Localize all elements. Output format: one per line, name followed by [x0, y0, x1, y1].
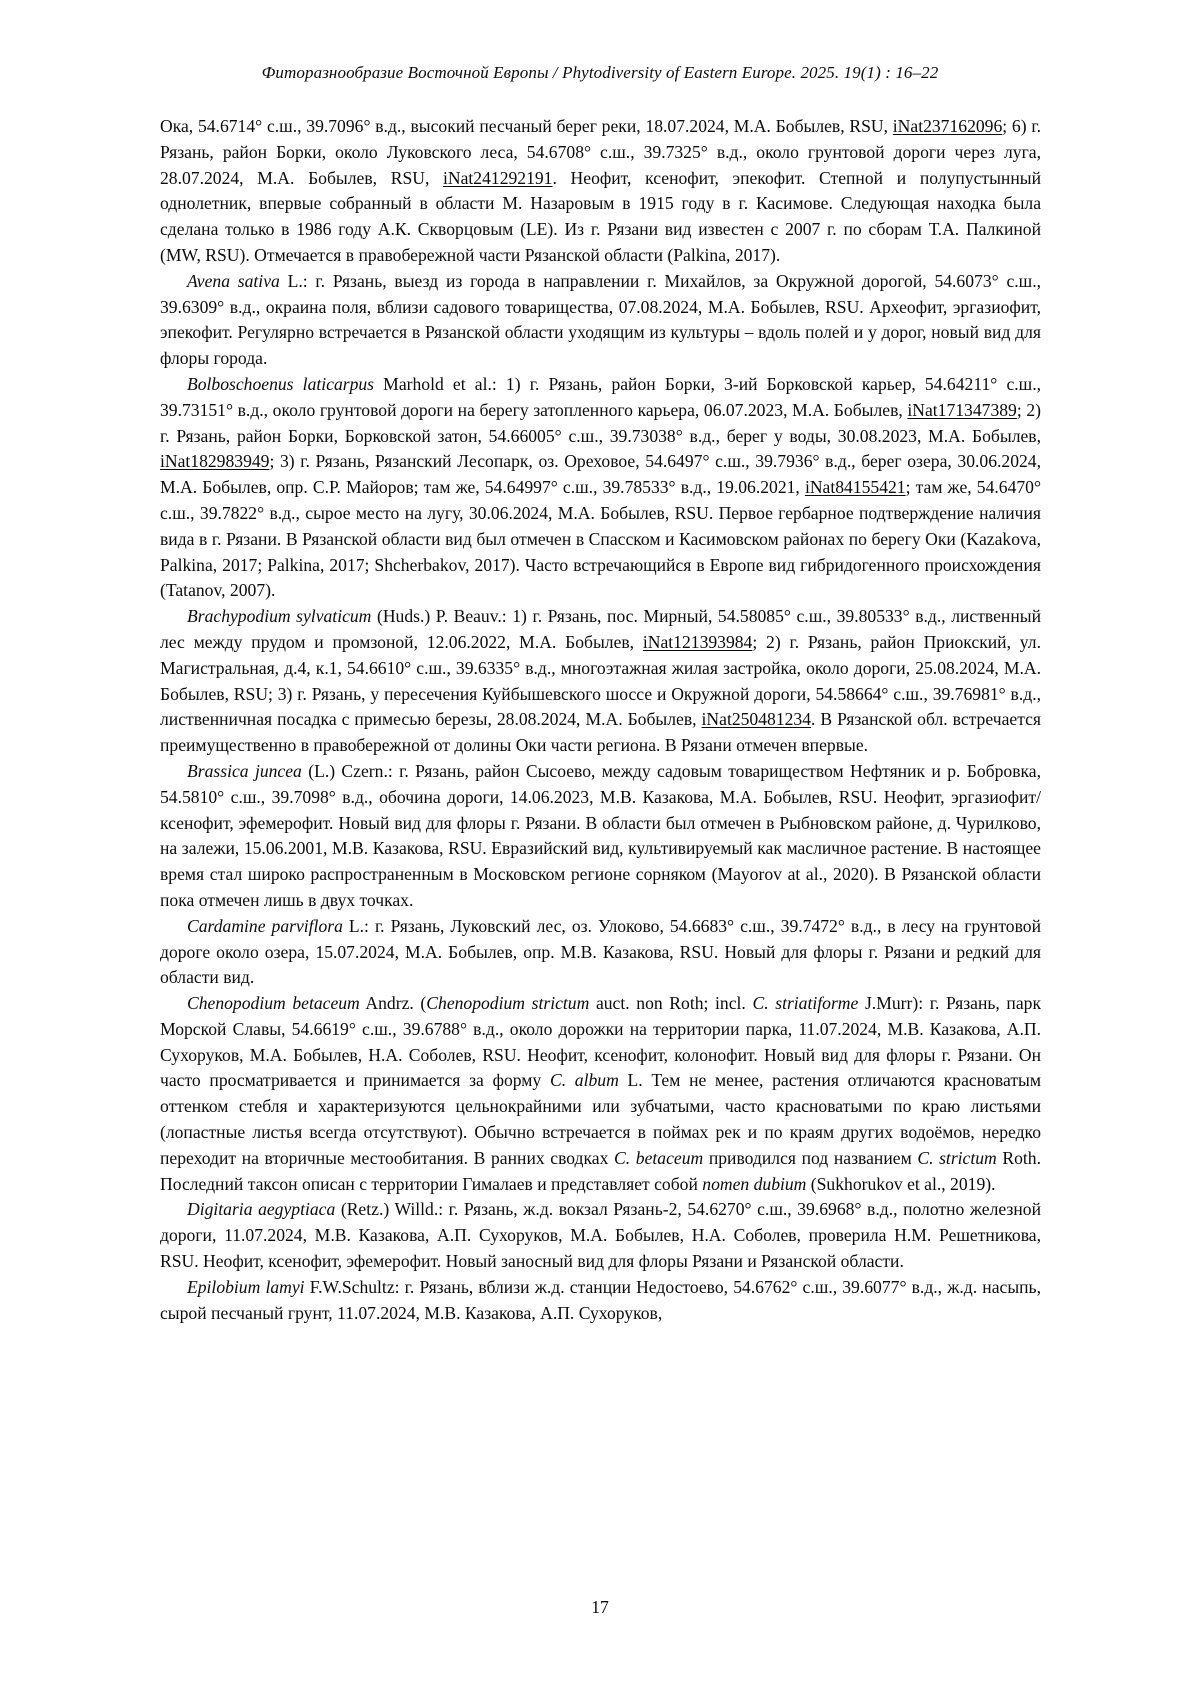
body-text: auct. non Roth; incl.: [589, 993, 753, 1014]
body-text: (Sukhorukov et al., 2019).: [806, 1173, 996, 1194]
taxon-name: C. striatiforme: [752, 993, 859, 1014]
inat-link[interactable]: iNat250481234: [701, 709, 812, 730]
taxon-name: Digitaria aegyptiaca: [187, 1199, 336, 1220]
body-text: (Retz.) Willd.: г. Рязань, ж.д. вокзал Рязань-2, 54.6270° с.ш., 39.6968° в.д., полотно железной дороги, 11.07.2024, М.В. Казакова, А.П. Сухоруков, М.А. Бобылев, Н.А. Соболев, проверила Н.М. Решетникова, RSU. Неофит, ксенофит, эфемерофит. Новый заносный вид для флоры Рязани и Рязанской области.: [160, 1199, 1041, 1272]
page-number: 17: [591, 1597, 609, 1617]
body-text: L.: г. Рязань, Луковский лес, оз. Улоково, 54.6683° с.ш., 39.7472° в.д., в лесу на грунтовой дороге около озера, 15.07.2024, М.А. Бобылев, опр. М.В. Казакова, RSU. Новый для флоры г. Рязани и редкий для области вид.: [160, 915, 1041, 988]
taxon-name: Chenopodium strictum: [426, 993, 590, 1014]
body-text: L.: г. Рязань, выезд из города в направлении г. Михайлов, за Окружной дорогой, 54.6073° с.ш., 39.6309° в.д., окраина поля, вблизи садового товарищества, 07.08.2024, М.А. Бобылев, RSU. Археофит, эргазиофит, эпекофит. Регулярно встречается в Рязанской области уходящим из культуры – вдоль полей и у дорог, новый вид для флоры города.: [160, 270, 1041, 369]
body-text: приводился под названием: [703, 1147, 918, 1168]
taxon-name: C. album: [549, 1070, 619, 1091]
body-text: Marhold et al.: 1) г. Рязань, район Борки, 3-ий Борковской карьер, 54.64211° с.ш., 39.73151° в.д., около грунтовой дороги на берегу затопленного карьера, 06.07.2023, М.А. Бобылев,: [160, 373, 1041, 420]
taxon-name: nomen dubium: [702, 1173, 807, 1194]
taxon-name: Brachypodium sylvaticum: [187, 606, 372, 627]
body-text: Ока, 54.6714° с.ш., 39.7096° в.д., высокий песчаный берег реки, 18.07.2024, М.А. Бобылев, RSU,: [160, 116, 893, 136]
body-text: ; там же, 54.6470° с.ш., 39.7822° в.д., сырое место на лугу, 30.06.2024, М.А. Бобылев, RSU. Первое гербарное подтверждение наличия вида в г. Рязани. В Рязанской области вид был отмечен в Спасском и Касимовском районах по берегу Оки (Kazakova, Palkina, 2017; Palkina, 2017; Shcherbakov, 2017). Часто встречающийся в Европе вид гибридогенного происхождения (Tatanov, 2007).: [160, 477, 1042, 601]
paragraph: [160, 372, 1041, 604]
body-text: ; 3) г. Рязань, Рязанский Лесопарк, оз. Ореховое, 54.6497° с.ш., 39.7936° в.д., берег озера, 30.06.2024, М.А. Бобылев, опр. С.Р. Майоров; там же, 54.64997° с.ш., 39.78533° в.д., 19.06.2021,: [160, 451, 1041, 498]
paragraph: [160, 114, 1041, 269]
paragraph: [160, 604, 1041, 759]
inat-link[interactable]: iNat241292191: [443, 167, 553, 188]
body-text: ; 2) г. Рязань, район Борки, Борковской затон, 54.66005° с.ш., 39.73038° в.д., берег у воды, 30.08.2023, М.А. Бобылев,: [160, 399, 1041, 446]
inat-link[interactable]: iNat171347389: [907, 399, 1017, 420]
article-body: [160, 114, 1041, 1326]
taxon-name: Bolboschoenus laticarpus: [187, 373, 375, 394]
inat-link[interactable]: iNat182983949: [160, 451, 270, 472]
body-text: (L.) Czern.: г. Рязань, район Сысоево, между садовым товариществом Нефтяник и р. Бобровка, 54.5810° с.ш., 39.7098° в.д., обочина дороги, 14.06.2023, М.В. Казакова, М.А. Бобылев, RSU. Неофит, эргазиофит/ксенофит, эфемерофит. Новый вид для флоры г. Рязани. В области был отмечен в Рыбновском районе, д. Чурилково, на залежи, 15.06.2001, М.В. Казакова, RSU. Евразийский вид, культивируемый как масличное растение. В настоящее время стал широко распространенным в Московском регионе сорняком (Mayorov at al., 2020). В Рязанской области пока отмечен лишь в двух точках.: [160, 760, 1041, 910]
body-text: . В Рязанской обл. встречается преимущественно в правобережной от долины Оки части региона. В Рязани отмечен впервые.: [160, 709, 1041, 756]
taxon-name: Chenopodium betaceum: [187, 993, 360, 1014]
inat-link[interactable]: iNat84155421: [804, 477, 906, 498]
taxon-name: C. betaceum: [614, 1147, 704, 1168]
body-text: . Неофит, ксенофит, эпекофит. Степной и полупустынный однолетник, впервые собранный в области М. Назаровым в 1915 году в г. Касимове. Следующая находка была сделана только в 1986 году А.К. Скворцовым (LE). Из г. Рязани вид известен с 2007 г. по сборам Т.А. Палкиной (MW, RSU). Отмечается в правобережной части Рязанской области (Palkina, 2017).: [160, 167, 1041, 265]
body-text: ; 6) г. Рязань, район Борки, около Луковского леса, 54.6708° с.ш., 39.7325° в.д., около грунтовой дороги через луга, 28.07.2024, М.А. Бобылев, RSU,: [160, 116, 1041, 188]
paragraph: [160, 1197, 1041, 1274]
taxon-name: Avena sativa: [187, 270, 280, 291]
body-text: Andrz. (: [359, 993, 427, 1014]
taxon-name: Cardamine parviflora: [187, 915, 343, 936]
taxon-name: C. strictum: [917, 1147, 997, 1168]
inat-link[interactable]: iNat237162096: [892, 116, 1003, 136]
body-text: J.Murr): г. Рязань, парк Морской Славы, 54.6619° с.ш., 39.6788° в.д., около дорожки на территории парка, 11.07.2024, М.В. Казакова, А.П. Сухоруков, М.А. Бобылев, Н.А. Соболев, RSU. Неофит, ксенофит, колонофит. Новый вид для флоры г. Рязани. Он часто просматривается и принимается за форму: [160, 993, 1041, 1091]
paragraph: [160, 991, 1041, 1197]
paragraph: [160, 1275, 1041, 1327]
taxon-name: Brassica juncea: [187, 760, 302, 781]
body-text: L. Тем не менее, растения отличаются красноватым оттенком стебля и характеризуются цельнокрайними или зубчатыми, часто красноватыми по краю листьями (лопастные листья всегда отсутствуют). Обычно встречается в поймах рек и по краям других водоёмов, нередко переходит на вторичные местообитания. В ранних сводках: [160, 1070, 1041, 1168]
body-text: F.W.Schultz: г. Рязань, вблизи ж.д. станции Недостоево, 54.6762° с.ш., 39.6077° в.д., ж.д. насыпь, сырой песчаный грунт, 11.07.2024, М.В. Казакова, А.П. Сухоруков,: [160, 1276, 1041, 1323]
running-head: Фиторазнообразие Восточной Европы / Phytodiversity of Eastern Europe. 2025. 19(1) : 16–22: [261, 63, 939, 82]
body-text: Roth. Последний таксон описан с территории Гималаев и представляет собой: [160, 1147, 1042, 1194]
paragraph: [160, 759, 1041, 914]
body-text: (Huds.) P. Beauv.: 1) г. Рязань, пос. Мирный, 54.58085° с.ш., 39.80533° в.д., лиственный лес между прудом и промзоной, 12.06.2022, М.А. Бобылев,: [160, 606, 1041, 652]
inat-link[interactable]: iNat121393984: [642, 631, 753, 652]
paragraph: [160, 914, 1041, 991]
body-text: ; 2) г. Рязань, район Приокский, ул. Магистральная, д.4, к.1, 54.6610° с.ш., 39.6335° в.д., многоэтажная жилая застройка, около дороги, 25.08.2024, М.А. Бобылев, RSU; 3) г. Рязань, у пересечения Куйбышевского шоссе и Окружной дороги, 54.58664° с.ш., 39.76981° в.д., лиственничная посадка с примесью березы, 28.08.2024, М.А. Бобылев,: [160, 631, 1041, 730]
paragraph: [160, 269, 1041, 372]
taxon-name: Epilobium lamyi: [187, 1276, 305, 1297]
